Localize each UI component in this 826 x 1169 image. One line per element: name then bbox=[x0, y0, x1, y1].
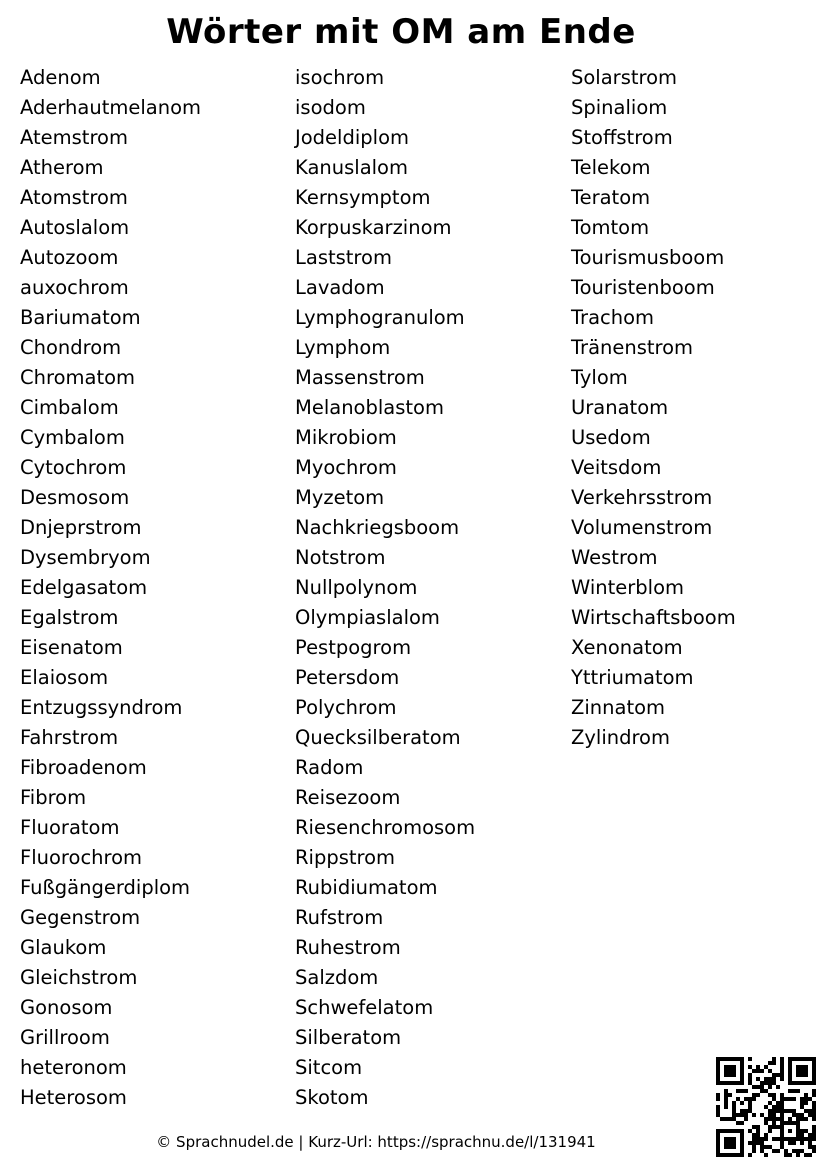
word-list-item: Heterosom bbox=[20, 1086, 127, 1109]
word-list-item: Ruhestrom bbox=[295, 936, 401, 959]
word-list-item: heteronom bbox=[20, 1056, 127, 1079]
word-list-item: Bariumatom bbox=[20, 306, 141, 329]
word-list-item: Aderhautmelanom bbox=[20, 96, 202, 119]
word-list-item: Cytochrom bbox=[20, 456, 127, 479]
word-column-3 bbox=[571, 63, 736, 753]
word-list-item: Atherom bbox=[20, 156, 104, 179]
word-list-item: Touristenboom bbox=[571, 276, 715, 299]
word-list-item: Myzetom bbox=[295, 486, 385, 509]
word-list-item: Rubidiumatom bbox=[295, 876, 438, 899]
word-list-item: Elaiosom bbox=[20, 666, 109, 689]
word-list-item: Volumenstrom bbox=[571, 516, 713, 539]
word-list-item: Fluoratom bbox=[20, 816, 120, 839]
word-list-item: isochrom bbox=[295, 66, 385, 89]
word-list-item: Gegenstrom bbox=[20, 906, 141, 929]
page-title: Wörter mit OM am Ende bbox=[166, 12, 636, 52]
word-list-item: Tourismusboom bbox=[571, 246, 725, 269]
word-list-item: Autozoom bbox=[20, 246, 119, 269]
word-list-item: Riesenchromosom bbox=[295, 816, 476, 839]
word-list-item: Telekom bbox=[571, 156, 651, 179]
word-list-item: Trachom bbox=[571, 306, 655, 329]
word-list-item: Quecksilberatom bbox=[295, 726, 461, 749]
word-list-item: auxochrom bbox=[20, 276, 129, 299]
word-list-item: Usedom bbox=[571, 426, 651, 449]
word-list-item: Kanuslalom bbox=[295, 156, 408, 179]
word-list-item: Atomstrom bbox=[20, 186, 128, 209]
word-list-item: Xenonatom bbox=[571, 636, 683, 659]
word-list-item: Egalstrom bbox=[20, 606, 119, 629]
word-list-item: Desmosom bbox=[20, 486, 130, 509]
word-list-item: Autoslalom bbox=[20, 216, 130, 239]
word-list-item: Schwefelatom bbox=[295, 996, 434, 1019]
word-list-item: Lavadom bbox=[295, 276, 385, 299]
word-list-item: Polychrom bbox=[295, 696, 397, 719]
word-list-item: Mikrobiom bbox=[295, 426, 397, 449]
word-list-item: Nachkriegsboom bbox=[295, 516, 460, 539]
word-list-item: Veitsdom bbox=[571, 456, 662, 479]
word-list-item: Zinnatom bbox=[571, 696, 666, 719]
word-list-item: Dysembryom bbox=[20, 546, 151, 569]
word-list-item: Gonosom bbox=[20, 996, 113, 1019]
word-list-item: Westrom bbox=[571, 546, 658, 569]
word-list-item: Jodeldiplom bbox=[295, 126, 409, 149]
word-list-item: Reisezoom bbox=[295, 786, 401, 809]
word-column-2 bbox=[295, 63, 475, 1113]
word-list-item: Chromatom bbox=[20, 366, 136, 389]
word-list-item: Gleichstrom bbox=[20, 966, 138, 989]
footer-copyright: © Sprachnudel.de | Kurz-Url: https://sprachnu.de/l/131941 bbox=[156, 1133, 596, 1151]
word-list-item: Fußgängerdiplom bbox=[20, 876, 191, 899]
word-list-item: Radom bbox=[295, 756, 364, 779]
word-list-item: Petersdom bbox=[295, 666, 400, 689]
word-list-item: Fibrom bbox=[20, 786, 87, 809]
word-list-item: Salzdom bbox=[295, 966, 379, 989]
word-list-item: Dnjeprstrom bbox=[20, 516, 142, 539]
word-list-item: Adenom bbox=[20, 66, 101, 89]
word-list-item: Solarstrom bbox=[571, 66, 678, 89]
word-list-item: Spinaliom bbox=[571, 96, 668, 119]
word-list-item: Teratom bbox=[571, 186, 651, 209]
word-list-item: Skotom bbox=[295, 1086, 369, 1109]
word-list-item: Lymphom bbox=[295, 336, 391, 359]
word-list-item: isodom bbox=[295, 96, 366, 119]
word-list-item: Nullpolynom bbox=[295, 576, 418, 599]
word-list-item: Entzugssyndrom bbox=[20, 696, 183, 719]
word-list-item: Atemstrom bbox=[20, 126, 128, 149]
word-list-item: Laststrom bbox=[295, 246, 392, 269]
word-list-item: Olympiaslalom bbox=[295, 606, 440, 629]
word-list-item: Tylom bbox=[571, 366, 628, 389]
word-list-item: Fluorochrom bbox=[20, 846, 143, 869]
word-list-item: Cymbalom bbox=[20, 426, 125, 449]
word-list-item: Tomtom bbox=[571, 216, 650, 239]
word-list-item: Kernsymptom bbox=[295, 186, 431, 209]
word-list-item: Winterblom bbox=[571, 576, 685, 599]
word-list-item: Yttriumatom bbox=[571, 666, 694, 689]
word-column-1 bbox=[20, 63, 201, 1113]
word-list-item: Fibroadenom bbox=[20, 756, 147, 779]
word-list-item: Pestpogrom bbox=[295, 636, 412, 659]
word-list-item: Sitcom bbox=[295, 1056, 363, 1079]
word-list-item: Lymphogranulom bbox=[295, 306, 465, 329]
word-list-item: Glaukom bbox=[20, 936, 107, 959]
word-list-item: Grillroom bbox=[20, 1026, 110, 1049]
word-list-item: Tränenstrom bbox=[571, 336, 694, 359]
word-list-item: Cimbalom bbox=[20, 396, 119, 419]
word-list-item: Eisenatom bbox=[20, 636, 123, 659]
word-list-item: Wirtschaftsboom bbox=[571, 606, 736, 629]
word-list-item: Myochrom bbox=[295, 456, 397, 479]
word-list-item: Fahrstrom bbox=[20, 726, 119, 749]
word-list-item: Rufstrom bbox=[295, 906, 384, 929]
word-list-item: Verkehrsstrom bbox=[571, 486, 713, 509]
word-list-item: Notstrom bbox=[295, 546, 386, 569]
word-list-item: Edelgasatom bbox=[20, 576, 148, 599]
word-list-item: Massenstrom bbox=[295, 366, 425, 389]
word-list-item: Zylindrom bbox=[571, 726, 670, 749]
word-list-item: Korpuskarzinom bbox=[295, 216, 452, 239]
word-list-item: Melanoblastom bbox=[295, 396, 444, 419]
word-list-item: Chondrom bbox=[20, 336, 122, 359]
word-list-item: Rippstrom bbox=[295, 846, 396, 869]
word-list-item: Uranatom bbox=[571, 396, 669, 419]
word-list-item: Stoffstrom bbox=[571, 126, 673, 149]
word-list-item: Silberatom bbox=[295, 1026, 402, 1049]
